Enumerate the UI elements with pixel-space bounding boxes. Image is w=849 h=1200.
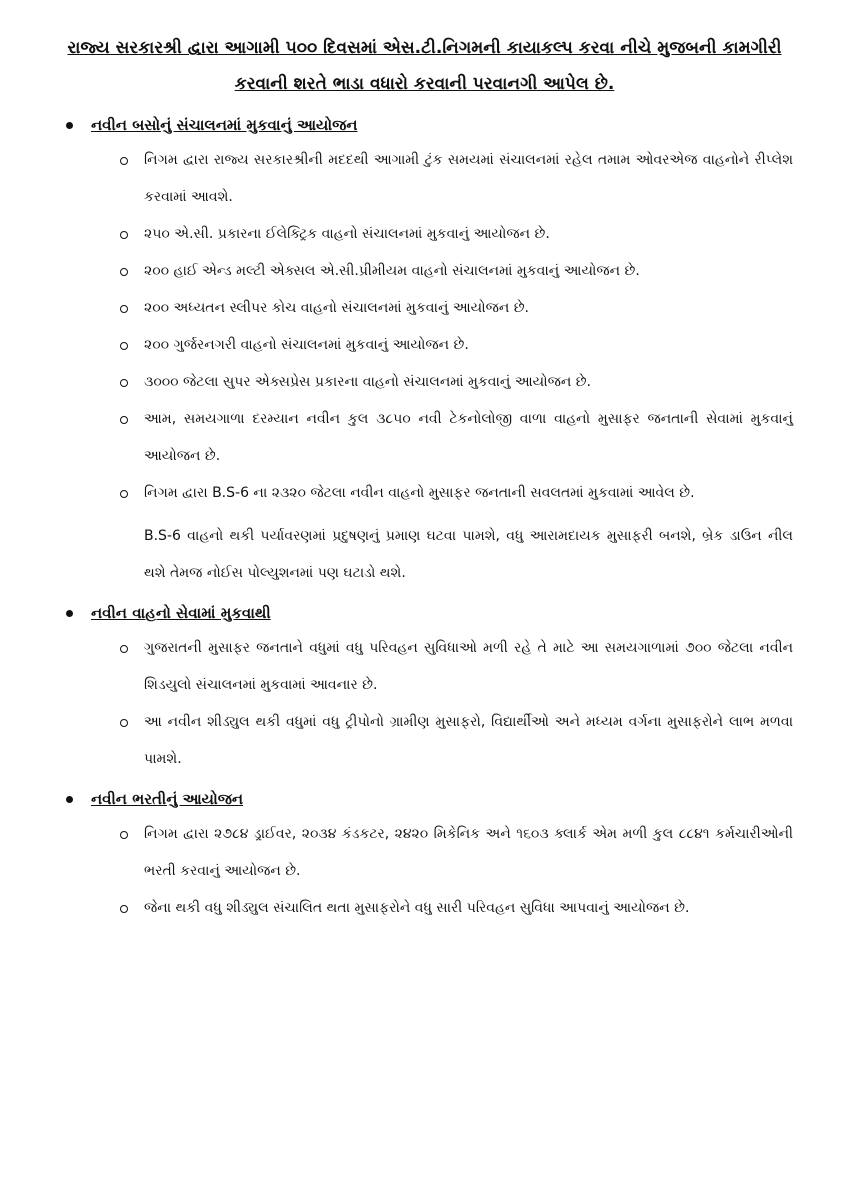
circle-bullet-icon [120,719,128,727]
list-item [118,704,793,778]
list-item [118,401,793,475]
list-item [118,142,793,216]
list-item-text: નિગમ દ્વારા B.S-6 ના ૨૩૨૦ જેટલા નવીન વાહનો મુસાફર જનતાની સવલતમાં મુકવામાં આવેલ છે. [144,485,695,501]
section-heading [56,596,793,630]
circle-bullet-icon [120,342,128,350]
list-item [118,290,793,327]
circle-bullet-icon [120,157,128,165]
list-item-text: ૨૦૦ ગુર્જરનગરી વાહનો સંચાલનમાં મુકવાનું આયોજન છે. [144,337,469,353]
section-new-vehicles-service [56,596,793,778]
item-list [56,630,793,778]
list-item [118,890,793,927]
list-item-text: જેના થકી વધુ શીડ્યુલ સંચાલિત થતા મુસાફરોને વધુ સારી પરિવહન સુવિધા આપવાનું આયોજન છે. [144,900,690,916]
section-title: નવીન ભરતીનું આયોજન [91,790,244,808]
list-item-text: આમ, સમયગાળા દરમ્યાન નવીન કુલ ૩૮૫૦ નવી ટેકનોલોજી વાળા વાહનો મુસાફર જનતાની સેવામાં મુકવાનું આયોજન છે. [144,411,793,464]
item-list [56,142,793,512]
bs6-note: B.S-6 વાહનો થકી પર્યાવરણમાં પ્રદુષણનું પ્રમાણ ઘટવા પામશે, વધુ આરામદાયક મુસાફરી બનશે, બ્રેક ડાઉન નીલ થશે તેમજ નોઈસ પોલ્યુશનમાં પણ ઘટાડો થશે. [144,528,793,581]
circle-bullet-icon [120,905,128,913]
circle-bullet-icon [120,268,128,276]
circle-bullet-icon [120,831,128,839]
list-item-text: ૨૦૦ અધ્યતન સ્લીપર કોચ વાહનો સંચાલનમાં મુકવાનું આયોજન છે. [144,300,529,316]
circle-bullet-icon [120,645,128,653]
circle-bullet-icon [120,231,128,239]
section-title: નવીન બસોનું સંચાલનમાં મુકવાનું આયોજન [91,116,358,134]
list-item [118,475,793,512]
circle-bullet-icon [120,379,128,387]
list-item-text: ૨૫૦ એ.સી. પ્રકારના ઈલેક્ટ્રિક વાહનો સંચાલનમાં મુકવાનું આયોજન છે. [144,226,550,242]
list-item [118,364,793,401]
list-item [118,216,793,253]
list-item-text: ૨૦૦ હાઈ એન્ડ મલ્ટી એક્સલ એ.સી.પ્રીમીયમ વાહનો સંચાલનમાં મુકવાનું આયોજન છે. [144,263,640,279]
list-item-text: ગુજરાતની મુસાફર જનતાને વધુમાં વધુ પરિવહન સુવિધાઓ મળી રહે તે માટે આ સમયગાળામાં ૭૦૦ જેટલા નવીન શિડયુલો સંચાલનમાં મુકવામાં આવનાર છે. [144,640,793,693]
item-list [56,816,793,927]
document-title: રાજ્ય સરકારશ્રી દ્વારા આગામી ૫૦૦ દિવસમાં એસ.ટી.નિગમની કાયાકલ્પ કરવા નીચે મુજબની કામગીરી કરવાની શરતે ભાડા વધારો કરવાની પરવાનગી આપેલ છે. [67,38,782,94]
circle-bullet-icon [120,416,128,424]
bullet-icon [66,122,73,129]
list-item-text: આ નવીન શીડ્યુલ થકી વધુમાં વધુ ટ્રીપોનો ગ્રામીણ મુસાફરો, વિદ્યાર્થીઓ અને મધ્યમ વર્ગના મુસાફરોને લાભ મળવા પામશે. [144,714,793,767]
section-recruitment [56,782,793,927]
list-item [118,630,793,704]
circle-bullet-icon [120,490,128,498]
list-item [118,327,793,364]
list-item [118,816,793,890]
circle-bullet-icon [120,305,128,313]
list-item [118,253,793,290]
section-heading [56,108,793,142]
list-item-text: નિગમ દ્વારા ૨૭૮૪ ડ્રાઈવર, ૨૦૩૪ કંડકટર, ૨૪૨૦ મિકેનિક અને ૧૬૦૩ ક્લાર્ક એમ મળી કુલ ૮૮૪૧ કર્મચારીઓની ભરતી કરવાનું આયોજન છે. [144,826,793,879]
list-item-text: ૩૦૦૦ જેટલા સુપર એક્સપ્રેસ પ્રકારના વાહનો સંચાલનમાં મુકવાનું આયોજન છે. [144,374,591,390]
list-item-text: નિગમ દ્વારા રાજ્ય સરકારશ્રીની મદદથી આગામી ટુંક સમયમાં સંચાલનમાં રહેલ તમામ ઓવરએજ વાહનોને રીપ્લેશ કરવામાં આવશે. [144,152,793,205]
section-new-buses [56,108,793,592]
bullet-icon [66,796,73,803]
bullet-icon [66,610,73,617]
section-heading [56,782,793,816]
section-title: નવીન વાહનો સેવામાં મુકવાથી [91,604,271,622]
